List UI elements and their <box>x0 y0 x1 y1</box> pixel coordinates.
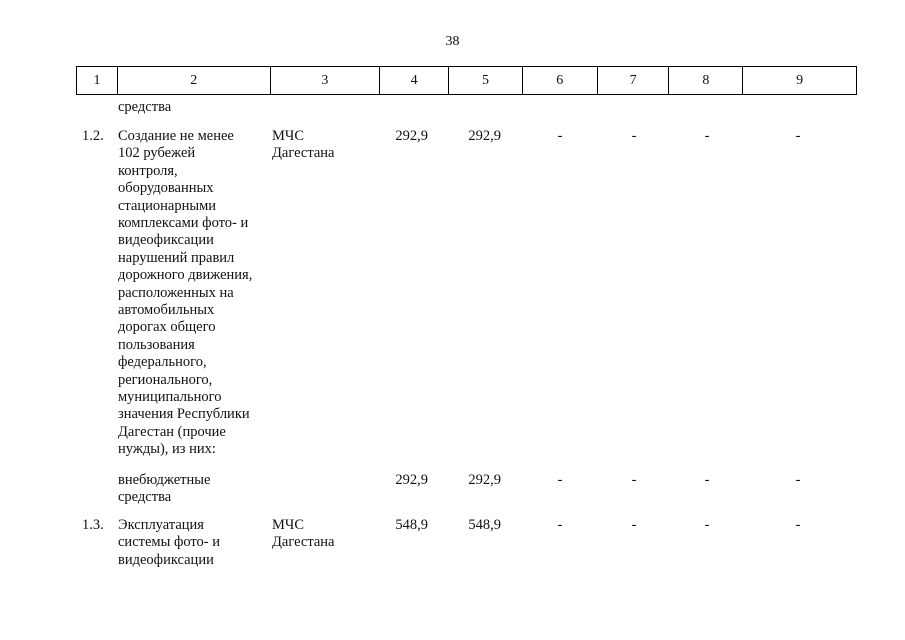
value-col7: - <box>631 517 637 533</box>
header-cell-4: 4 <box>380 67 449 94</box>
value-col8: - <box>704 517 710 533</box>
name-line: контроля, <box>118 162 178 179</box>
row-number: 1.2. <box>82 128 104 144</box>
page-number: 38 <box>445 34 460 49</box>
value-col6: - <box>557 517 563 533</box>
name-line: стационарными <box>118 197 217 214</box>
name-line: видеофиксации <box>118 551 214 568</box>
name-line: Создание не менее <box>118 128 234 144</box>
value-col4: 292,9 <box>395 128 428 144</box>
name-line: системы фото- и <box>118 534 221 551</box>
value-col5: 548,9 <box>468 517 501 533</box>
executor-line: МЧС <box>272 128 304 144</box>
name-line: Эксплуатация <box>118 517 204 533</box>
name-line: 102 рубежей <box>118 145 196 162</box>
value-col6: - <box>557 472 563 488</box>
name-line: нарушений правил <box>118 249 235 266</box>
name-line: расположенных на <box>118 284 234 301</box>
header-cell-3: 3 <box>271 67 381 94</box>
executor-line: МЧС <box>272 517 304 533</box>
name-line: дорожного движения, <box>118 267 253 284</box>
name-line: средства <box>118 489 172 506</box>
value-col4: 548,9 <box>395 517 428 533</box>
name-line: регионального, <box>118 371 213 388</box>
executor-line: Дагестана <box>272 145 335 162</box>
name-line: автомобильных <box>118 302 215 318</box>
table-header-row <box>76 66 857 95</box>
name-line: Дагестан (прочие <box>118 423 226 440</box>
name-line: муниципального <box>118 389 222 405</box>
value-col8: - <box>704 128 710 144</box>
header-cell-1: 1 <box>77 67 118 94</box>
value-col9: - <box>795 472 801 488</box>
name-line: оборудованных <box>118 180 214 197</box>
name-line: дорогах общего <box>118 319 216 336</box>
value-col5: 292,9 <box>468 472 501 488</box>
executor-line: Дагестана <box>272 534 335 551</box>
header-cell-9: 9 <box>796 72 804 88</box>
name-line: значения Республики <box>118 406 250 423</box>
name-line: внебюджетные <box>118 472 211 488</box>
value-col6: - <box>557 128 563 144</box>
continuation-text: средства <box>118 99 172 115</box>
name-line: федерального, <box>118 354 207 371</box>
header-cell-8: 8 <box>669 67 743 94</box>
header-cell-5: 5 <box>449 67 523 94</box>
header-cell-2: 2 <box>118 67 271 94</box>
name-line: пользования <box>118 336 195 353</box>
value-col5: 292,9 <box>468 128 501 144</box>
value-col9: - <box>795 517 801 533</box>
value-col7: - <box>631 472 637 488</box>
value-col8: - <box>704 472 710 488</box>
name-line: комплексами фото- и <box>118 215 249 231</box>
header-cell-7: 7 <box>598 67 670 94</box>
value-col4: 292,9 <box>395 472 428 488</box>
header-cell-6: 6 <box>523 67 598 94</box>
row-number: 1.3. <box>82 517 104 533</box>
name-line: нужды), из них: <box>118 441 216 458</box>
value-col7: - <box>631 128 637 144</box>
name-line: видеофиксации <box>118 232 214 249</box>
value-col9: - <box>795 128 801 144</box>
